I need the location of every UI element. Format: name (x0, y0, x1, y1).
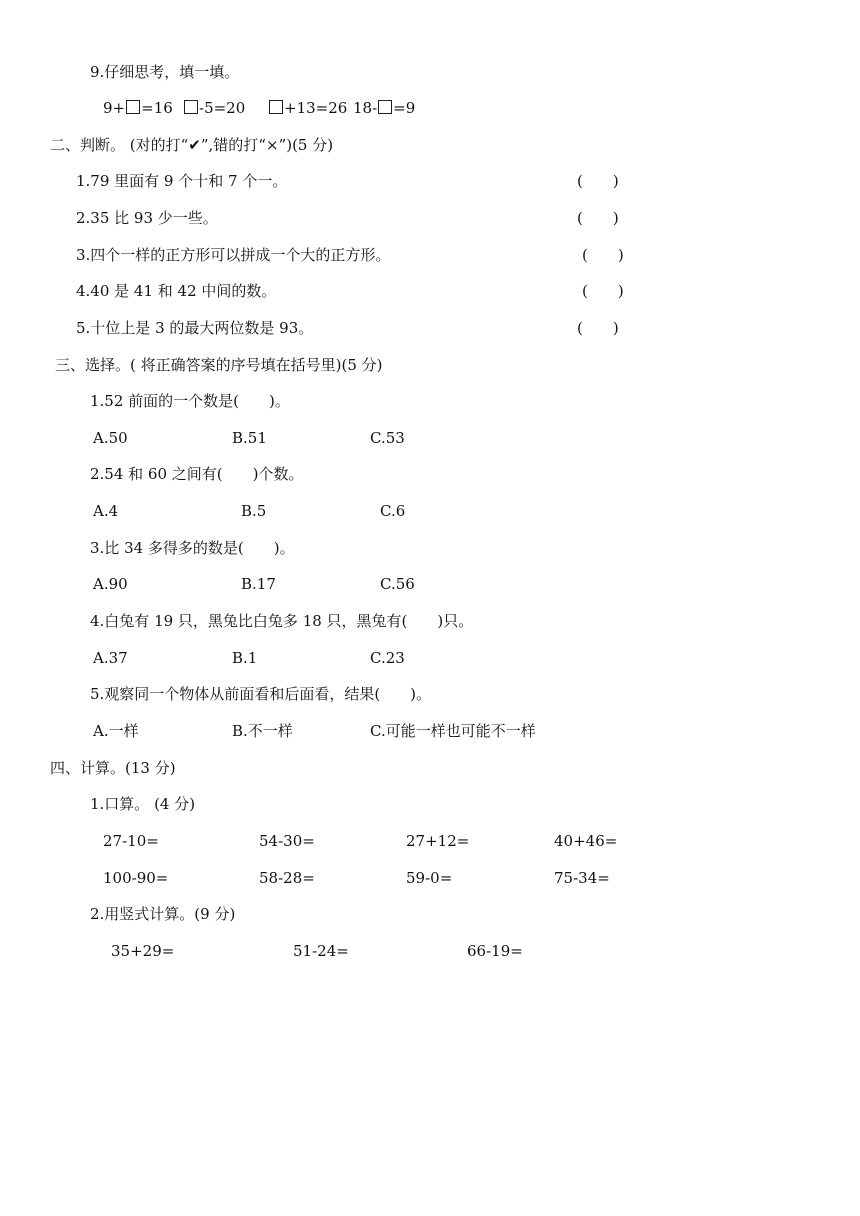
cross-mark-icon: × (265, 136, 279, 154)
judge-item-5: 5.十位上是 3 的最大两位数是 93。 (76, 319, 314, 337)
q9-item-1 (103, 98, 173, 118)
q9-item-2-post: -5=20 (199, 99, 246, 117)
judge-heading-mid: ”,错的打“ (200, 136, 266, 154)
q9-title: 9.仔细思考，填一填。 (90, 63, 240, 81)
choice-q5-option-a[interactable]: A.一样 (93, 722, 139, 740)
check-mark-icon: ✔ (188, 136, 201, 154)
q9-item-3-post: +13=26 (284, 99, 348, 117)
judge-answer-2[interactable]: ( ) (577, 209, 619, 227)
choice-q3-option-c[interactable]: C.56 (380, 575, 415, 593)
choice-q5-option-c[interactable]: C.可能一样也可能不一样 (370, 722, 536, 740)
choice-q2-option-c[interactable]: C.6 (380, 502, 406, 520)
oral-calc-item[interactable]: 40+46= (554, 832, 618, 850)
choice-q5-option-b[interactable]: B.不一样 (232, 722, 293, 740)
choice-q4-option-c[interactable]: C.23 (370, 649, 405, 667)
choice-question-3: 3.比 34 多得多的数是( )。 (90, 539, 295, 557)
choice-question-4: 4.白兔有 19 只，黑兔比白兔多 18 只，黑兔有( )只。 (90, 612, 474, 630)
q9-item-1-post: =16 (141, 99, 173, 117)
oral-calc-item[interactable]: 59-0= (406, 869, 453, 887)
vertical-calc-item[interactable]: 66-19= (467, 942, 523, 960)
choice-q4-option-a[interactable]: A.37 (93, 649, 128, 667)
judge-item-4: 4.40 是 41 和 42 中间的数。 (76, 282, 277, 300)
judge-item-3: 3.四个一样的正方形可以拼成一个大的正方形。 (76, 246, 391, 264)
vertical-calc-item[interactable]: 51-24= (293, 942, 349, 960)
oral-calc-item[interactable]: 100-90= (103, 869, 169, 887)
calc-heading: 四、计算。(13 分) (50, 759, 176, 777)
choice-q1-option-b[interactable]: B.51 (232, 429, 267, 447)
q9-item-1-pre: 9+ (103, 99, 126, 117)
judge-heading (50, 135, 333, 155)
judge-answer-3[interactable]: ( ) (582, 246, 624, 264)
judge-heading-post: ”)(5 分) (278, 136, 334, 154)
blank-box[interactable] (378, 100, 392, 114)
oral-calc-item[interactable]: 75-34= (554, 869, 610, 887)
judge-heading-pre: 二、判断。 (对的打“ (50, 136, 189, 154)
choice-question-5: 5.观察同一个物体从前面看和后面看，结果( )。 (90, 685, 432, 703)
choice-q2-option-a[interactable]: A.4 (93, 502, 119, 520)
blank-box[interactable] (269, 100, 283, 114)
blank-box[interactable] (184, 100, 198, 114)
oral-calc-item[interactable]: 27-10= (103, 832, 159, 850)
choice-q4-option-b[interactable]: B.1 (232, 649, 258, 667)
choice-question-2: 2.54 和 60 之间有( )个数。 (90, 465, 304, 483)
vertical-calc-title: 2.用竖式计算。(9 分) (90, 905, 236, 923)
choice-q3-option-b[interactable]: B.17 (241, 575, 276, 593)
oral-calc-item[interactable]: 54-30= (259, 832, 315, 850)
judge-answer-1[interactable]: ( ) (577, 172, 619, 190)
blank-box[interactable] (126, 100, 140, 114)
choice-q2-option-b[interactable]: B.5 (241, 502, 267, 520)
oral-calc-item[interactable]: 27+12= (406, 832, 470, 850)
q9-item-3 (268, 98, 347, 118)
q9-item-4-post: =9 (393, 99, 416, 117)
q9-item-4-pre: 18- (353, 99, 378, 117)
judge-item-2: 2.35 比 93 少一些。 (76, 209, 218, 227)
judge-answer-5[interactable]: ( ) (577, 319, 619, 337)
oral-calc-title: 1.口算。 (4 分) (90, 795, 196, 813)
q9-item-4 (353, 98, 415, 118)
judge-answer-4[interactable]: ( ) (582, 282, 624, 300)
choice-question-1: 1.52 前面的一个数是( )。 (90, 392, 290, 410)
vertical-calc-item[interactable]: 35+29= (111, 942, 175, 960)
judge-item-1: 1.79 里面有 9 个十和 7 个一。 (76, 172, 288, 190)
choice-q1-option-c[interactable]: C.53 (370, 429, 405, 447)
oral-calc-item[interactable]: 58-28= (259, 869, 315, 887)
choice-heading: 三、选择。( 将正确答案的序号填在括号里)(5 分) (55, 356, 383, 374)
q9-item-2 (183, 98, 245, 118)
choice-q3-option-a[interactable]: A.90 (93, 575, 128, 593)
choice-q1-option-a[interactable]: A.50 (93, 429, 128, 447)
